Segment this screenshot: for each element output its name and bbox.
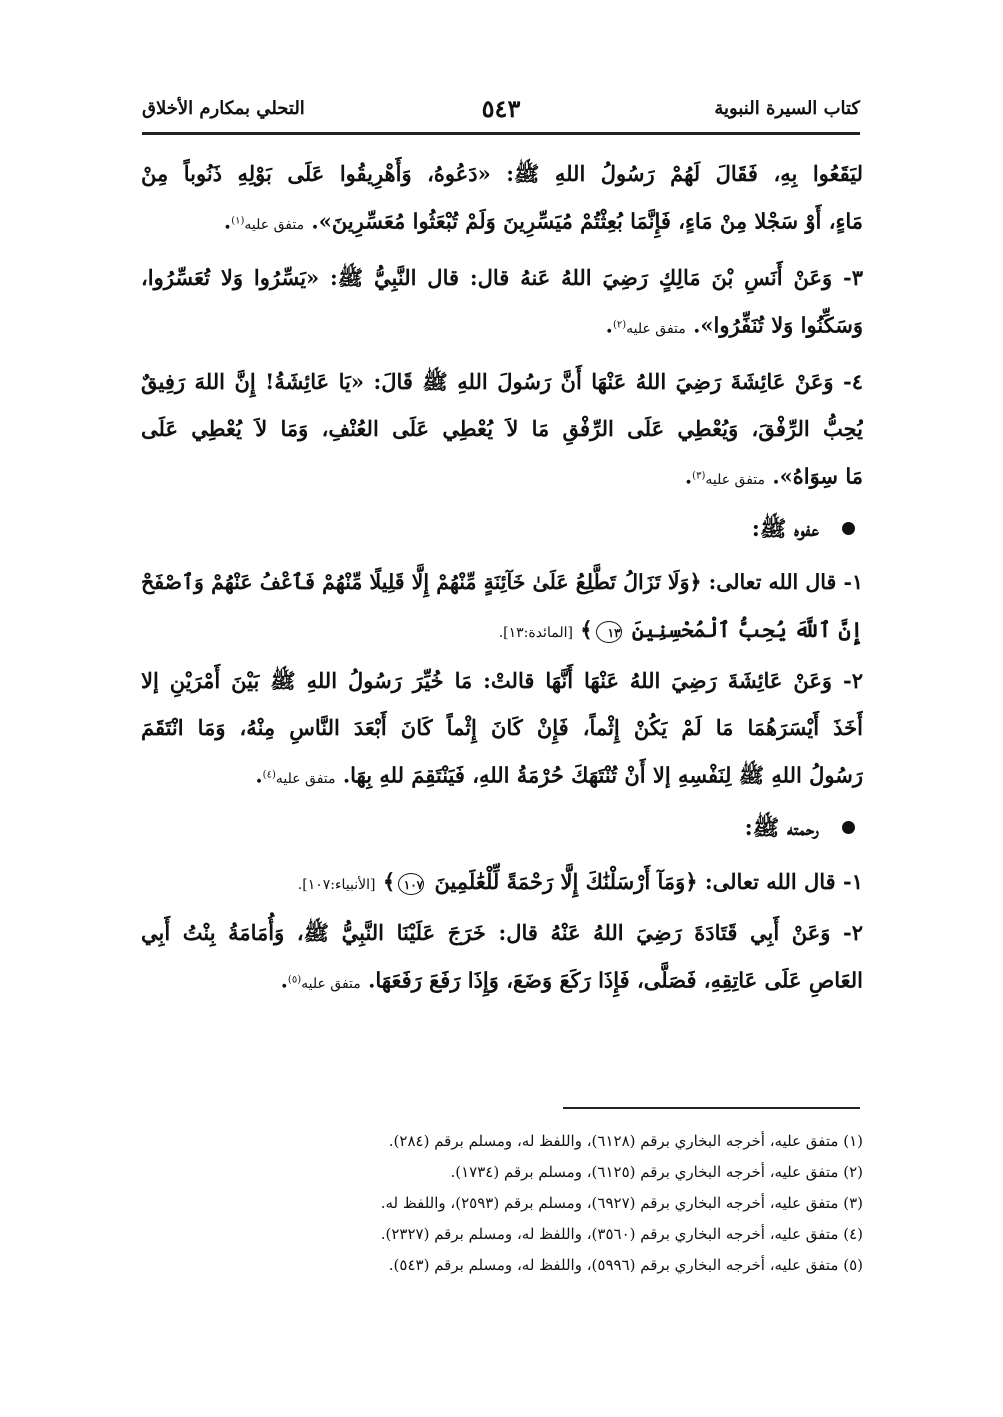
footnote-ref: (٥)	[287, 974, 302, 985]
citation: متفق عليه$^{(٥)}$	[287, 974, 361, 992]
text-line: ١- قال الله تعالى: ﴿وَلَا تَزَالُ تَطَّلِعُ عَلَىٰ خَآئِنَةٍ مِّنْهُمْ إِلَّا قَلِيلًا مِّنْهُمْ فَٱعْفُ عَنْهُمْ وَٱصْفَحْ	[141, 570, 863, 594]
text-line: ٢- وَعَنْ أَبِي قَتَادَةَ رَضِيَ اللهُ عَنْهُ قال: خَرَجَ عَلَيْنَا النَّبِيُّ ﷺ، وَأُمَامَةُ بِنْتُ أَبِي	[141, 920, 863, 945]
text-line: أَخَذَ أَيْسَرَهُمَا مَا لَمْ يَكُنْ إِثْماً، فَإِنْ كَانَ إِثْماً كَانَ أَبْعَدَ النَّاسِ مِنْهُ، وَمَا انْتَقَمَ	[141, 715, 863, 740]
ayah-number-icon: ١٠٧	[398, 873, 424, 895]
quran-verse: ﴿وَلَا تَزَالُ تَطَّلِعُ عَلَىٰ خَآئِنَةٍ مِّنْهُمْ إِلَّا قَلِيلًا مِّنْهُمْ فَٱعْفُ عَنْهُمْ وَٱصْفَحْ	[141, 570, 702, 594]
main-text	[141, 150, 863, 1003]
footnote-ref: (١)	[231, 215, 245, 226]
book-title: كتاب السيرة النبوية	[714, 98, 860, 119]
bullet-icon	[842, 522, 855, 535]
text-line: ليَقَعُوا بِهِ، فَقَالَ لَهُمْ رَسُولُ اللهِ ﷺ: «دَعُوهُ، وَأَهْرِيقُوا عَلَى بَوْلِهِ ذَنُوباً مِنْ	[141, 161, 863, 186]
footnotes	[141, 1126, 863, 1281]
text-line: مَا سِوَاهُ». متفق عليه$^{(٣)}$.	[684, 463, 863, 489]
header-divider	[142, 132, 860, 135]
quran-verse: ﴿وَمَآ أَرْسَلْنَٰكَ إِلَّا رَحْمَةً لِّلْعَٰلَمِينَ	[434, 869, 698, 894]
text-line: العَاصِ عَلَى عَاتِقِهِ، فَصَلَّى، فَإِذَا رَكَعَ وَضَعَ، وَإِذَا رَفَعَ رَفَعَهَا. متفق عليه$^{(٥)}$.	[280, 967, 863, 993]
footnote: (٣) متفق عليه، أخرجه البخاري برقم (٦٩٢٧)، ومسلم برقم (٢٥٩٣)، واللفظ له.	[380, 1194, 863, 1212]
text-line: رَسُولُ اللهِ ﷺ لِنَفْسِهِ إلا أَنْ تُنْتَهَكَ حُرْمَةُ اللهِ، فَيَنْتَقِمَ للهِ بِهَا. متفق عليه$^{(٤)}$.	[255, 762, 863, 788]
section-title: التحلي بمكارم الأخلاق	[142, 98, 305, 119]
ayah-number-icon: ١٣	[596, 621, 622, 643]
citation: متفق عليه$^{(١)}$	[231, 215, 305, 233]
text-line: ٤- وَعَنْ عَائِشَةَ رَضِيَ اللهُ عَنْهَا أَنَّ رَسُولَ اللهِ ﷺ قَالَ: «يَا عَائِشَةُ! إِنَّ اللهَ رَفِيقٌ	[141, 369, 863, 394]
footnote: (٤) متفق عليه، أخرجه البخاري برقم (٣٥٦٠)، واللفظ له، ومسلم برقم (٢٣٢٧).	[380, 1225, 863, 1243]
section-heading-afw: عفوه ﷺ:	[141, 499, 863, 559]
quran-verse: إِنَّ ٱللَّهَ يُحِبُّ ٱلْمُحْسِنِينَ	[631, 617, 863, 642]
verse-reference: [الأنبياء:١٠٧].	[297, 877, 376, 893]
footnote-ref: (٢)	[612, 319, 627, 330]
text-line: وَسَكِّنُوا وَلا تُنَفِّرُوا». متفق عليه$^{(٢)}$.	[605, 312, 863, 338]
footnote-divider	[563, 1107, 860, 1109]
footnote: (٥) متفق عليه، أخرجه البخاري برقم (٥٩٩٦)، واللفظ له، ومسلم برقم (٥٤٣).	[388, 1256, 863, 1274]
bullet-icon	[842, 821, 855, 834]
footnote-ref: (٣)	[692, 470, 706, 481]
footnote: (٢) متفق عليه، أخرجه البخاري برقم (٦١٢٥)، ومسلم برقم (١٧٣٤).	[450, 1163, 863, 1181]
text-line: ٣- وَعَنْ أَنَسِ بْنَ مَالِكٍ رَضِيَ اللهُ عَنهُ قال: قال النَّبِيُّ ﷺ: «يَسِّرُوا وَلا تُعَسِّرُوا،	[141, 265, 863, 290]
text-line: ٢- وَعَنْ عَائِشَةَ رَضِيَ اللهُ عَنْهَا أَنَّهَا قالتْ: مَا خُيِّرَ رَسُولُ اللهِ ﷺ بَيْنَ أَمْرَيْنِ إلا	[141, 668, 863, 693]
running-header	[142, 94, 860, 134]
citation: متفق عليه$^{(٣)}$	[692, 470, 765, 488]
text-line: إِنَّ ٱللَّهَ يُحِبُّ ٱلْمُحْسِنِينَ ١٣﴾ [المائدة:١٣].	[498, 617, 863, 642]
citation: متفق عليه$^{(٢)}$	[612, 319, 686, 337]
verse-reference: [المائدة:١٣].	[498, 625, 573, 641]
text-line: مَاءٍ، أَوْ سَجْلا مِنْ مَاءٍ، فَإِنَّمَا بُعِثْتُمْ مُيَسِّرِينَ وَلَمْ تُبْعَثُوا مُعَسِّرِينَ». متفق عليه$^{(١)}$.	[223, 208, 863, 234]
footnote-ref: (٤)	[262, 769, 276, 780]
footnote: (١) متفق عليه، أخرجه البخاري برقم (٦١٢٨)، واللفظ له، ومسلم برقم (٢٨٤).	[388, 1132, 863, 1150]
page-number: ٥٤٣	[481, 94, 521, 123]
section-heading-rahma: رحمته ﷺ:	[141, 798, 863, 858]
text-line: يُحِبُّ الرِّفْقَ، وَيُعْطِي عَلَى الرِّفْقِ مَا لاَ يُعْطِي عَلَى العُنْفِ، وَمَا لاَ يُعْطِي عَلَى	[141, 416, 863, 441]
text-line: ١- قال الله تعالى: ﴿وَمَآ أَرْسَلْنَٰكَ إِلَّا رَحْمَةً لِّلْعَٰلَمِينَ ١٠٧﴾ [الأنبياء:١٠٧].	[297, 869, 863, 894]
citation: متفق عليه$^{(٤)}$	[262, 769, 336, 787]
